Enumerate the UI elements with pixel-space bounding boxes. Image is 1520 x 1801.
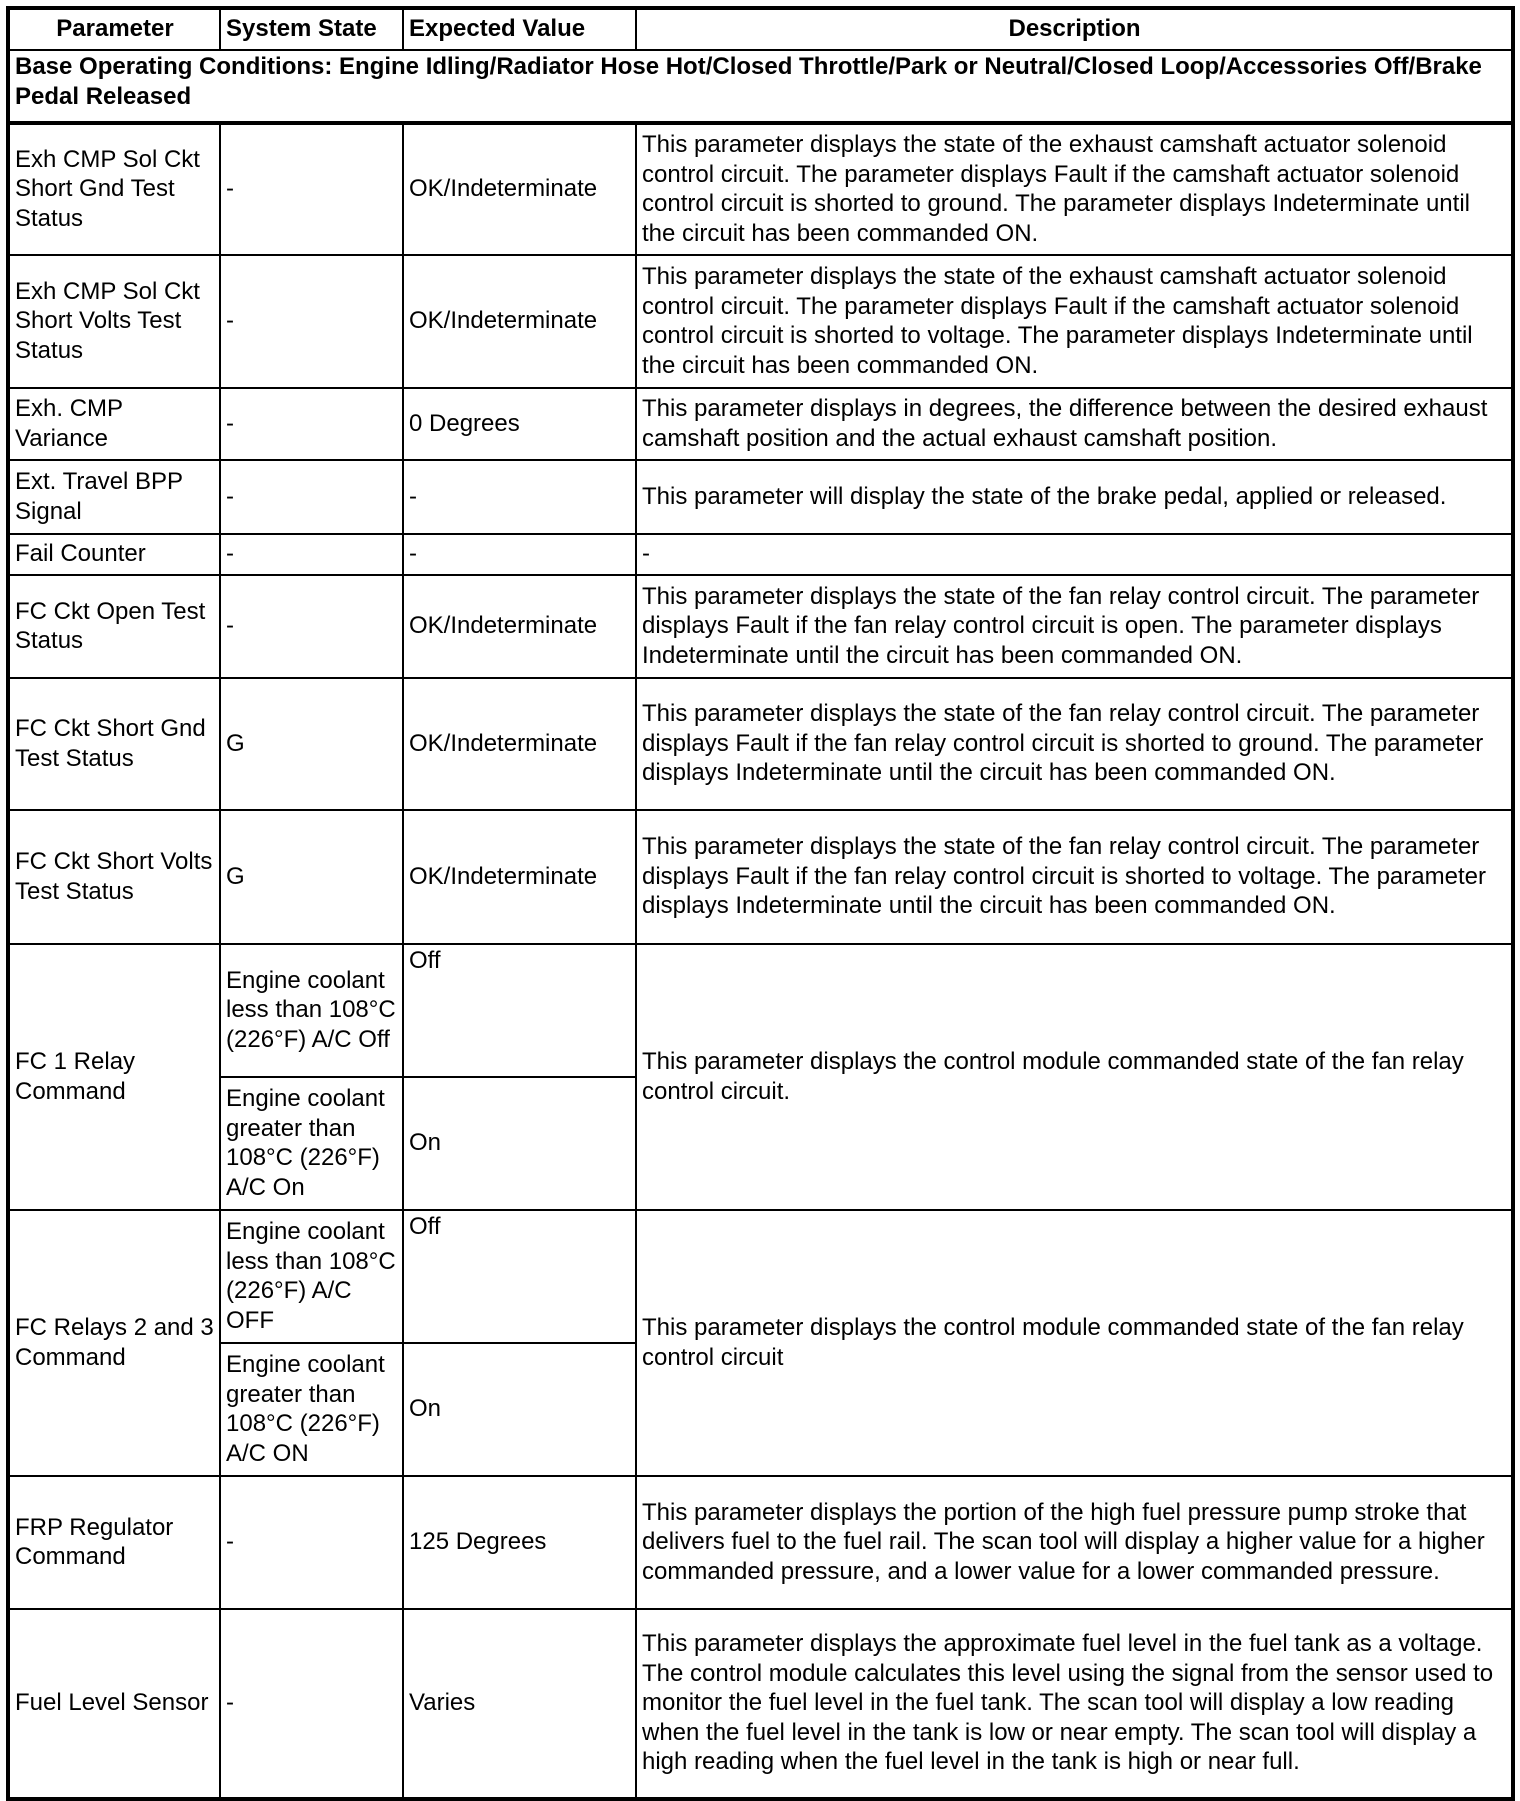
description-cell: This parameter displays the portion of the high fuel pressure pump stroke that delivers fuel to the fuel rail. The scan tool will display a higher value for a higher commanded pressure, and a lower value for a lower commanded pressure. — [636, 1476, 1513, 1609]
expected-value-cell: Varies — [403, 1609, 636, 1799]
parameter-cell: FC Ckt Open Test Status — [8, 575, 220, 678]
header-parameter: Parameter — [8, 8, 220, 50]
description-cell: This parameter displays the state of the fan relay control circuit. The parameter displays Fault if the fan relay control circuit is shorted to voltage. The parameter displays Indeterminate until the circuit has been commanded ON. — [636, 810, 1513, 944]
system-state-cell: - — [220, 255, 403, 388]
description-cell: This parameter will display the state of the brake pedal, applied or released. — [636, 460, 1513, 534]
system-state-cell: - — [220, 534, 403, 575]
description-cell: This parameter displays in degrees, the difference between the desired exhaust camshaft position and the actual exhaust camshaft position. — [636, 388, 1513, 460]
document-page — [6, 6, 1511, 1801]
description-cell: This parameter displays the approximate fuel level in the fuel tank as a voltage. The control module calculates this level using the signal from the sensor used to monitor the fuel level in the fuel tank. The scan tool will display a low reading when the fuel level in the tank is low or near empty. The scan tool will display a high reading when the fuel level in the tank is high or near full. — [636, 1609, 1513, 1799]
base-operating-conditions: Base Operating Conditions: Engine Idling/Radiator Hose Hot/Closed Throttle/Park or Neutral/Closed Loop/Accessories Off/Brake Pedal Released — [8, 50, 1513, 123]
parameter-cell: FRP Regulator Command — [8, 1476, 220, 1609]
description-cell: This parameter displays the state of the fan relay control circuit. The parameter displays Fault if the fan relay control circuit is open. The parameter displays Indeterminate until the circuit has been commanded ON. — [636, 575, 1513, 678]
parameter-cell: FC Ckt Short Gnd Test Status — [8, 678, 220, 810]
expected-value-cell: - — [403, 460, 636, 534]
parameter-cell: Fail Counter — [8, 534, 220, 575]
system-state-cell: - — [220, 1476, 403, 1609]
header-row — [8, 8, 1513, 50]
description-cell: This parameter displays the control module commanded state of the fan relay control circuit. — [636, 944, 1513, 1210]
description-cell: This parameter displays the control module commanded state of the fan relay control circuit — [636, 1210, 1513, 1476]
expected-value-cell: OK/Indeterminate — [403, 678, 636, 810]
table-row — [8, 944, 1513, 1077]
expected-value-cell: OK/Indeterminate — [403, 255, 636, 388]
parameter-cell: FC Ckt Short Volts Test Status — [8, 810, 220, 944]
description-cell: - — [636, 534, 1513, 575]
system-state-cell: - — [220, 460, 403, 534]
table-row — [8, 575, 1513, 678]
system-state-cell: - — [220, 388, 403, 460]
header-description: Description — [636, 8, 1513, 50]
expected-value-cell: OK/Indeterminate — [403, 575, 636, 678]
table-row — [8, 1210, 1513, 1343]
expected-value-cell: Off — [403, 944, 636, 1077]
table-row — [8, 123, 1513, 255]
conditions-row — [8, 50, 1513, 123]
parameter-cell: Ext. Travel BPP Signal — [8, 460, 220, 534]
system-state-cell: Engine coolant less than 108°C (226°F) A/C Off — [220, 944, 403, 1077]
parameter-cell: Fuel Level Sensor — [8, 1609, 220, 1799]
header-expected-value: Expected Value — [403, 8, 636, 50]
expected-value-cell: - — [403, 534, 636, 575]
table-row — [8, 1609, 1513, 1799]
parameter-cell: FC Relays 2 and 3 Command — [8, 1210, 220, 1476]
system-state-cell: Engine coolant greater than 108°C (226°F) A/C ON — [220, 1343, 403, 1476]
table-row — [8, 810, 1513, 944]
table-row — [8, 460, 1513, 534]
expected-value-cell: Off — [403, 1210, 636, 1343]
table-row — [8, 678, 1513, 810]
system-state-cell: G — [220, 810, 403, 944]
parameter-cell: Exh CMP Sol Ckt Short Gnd Test Status — [8, 123, 220, 255]
expected-value-cell: OK/Indeterminate — [403, 810, 636, 944]
table-row — [8, 255, 1513, 388]
expected-value-cell: On — [403, 1077, 636, 1210]
system-state-cell: - — [220, 1609, 403, 1799]
table-row — [8, 1476, 1513, 1609]
parameter-cell: Exh. CMP Variance — [8, 388, 220, 460]
header-system-state: System State — [220, 8, 403, 50]
expected-value-cell: 0 Degrees — [403, 388, 636, 460]
system-state-cell: Engine coolant greater than 108°C (226°F) A/C On — [220, 1077, 403, 1210]
parameter-cell: FC 1 Relay Command — [8, 944, 220, 1210]
description-cell: This parameter displays the state of the exhaust camshaft actuator solenoid control circuit. The parameter displays Fault if the camshaft actuator solenoid control circuit is shorted to voltage. The parameter displays Indeterminate until the circuit has been commanded ON. — [636, 255, 1513, 388]
parameter-cell: Exh CMP Sol Ckt Short Volts Test Status — [8, 255, 220, 388]
expected-value-cell: OK/Indeterminate — [403, 123, 636, 255]
expected-value-cell: 125 Degrees — [403, 1476, 636, 1609]
table-row — [8, 388, 1513, 460]
system-state-cell: G — [220, 678, 403, 810]
system-state-cell: - — [220, 575, 403, 678]
expected-value-cell: On — [403, 1343, 636, 1476]
description-cell: This parameter displays the state of the exhaust camshaft actuator solenoid control circuit. The parameter displays Fault if the camshaft actuator solenoid control circuit is shorted to ground. The parameter displays Indeterminate until the circuit has been commanded ON. — [636, 123, 1513, 255]
table-row — [8, 534, 1513, 575]
system-state-cell: - — [220, 123, 403, 255]
system-state-cell: Engine coolant less than 108°C (226°F) A/C OFF — [220, 1210, 403, 1343]
description-cell: This parameter displays the state of the fan relay control circuit. The parameter displays Fault if the fan relay control circuit is shorted to ground. The parameter displays Indeterminate until the circuit has been commanded ON. — [636, 678, 1513, 810]
parameter-table — [6, 6, 1515, 1801]
